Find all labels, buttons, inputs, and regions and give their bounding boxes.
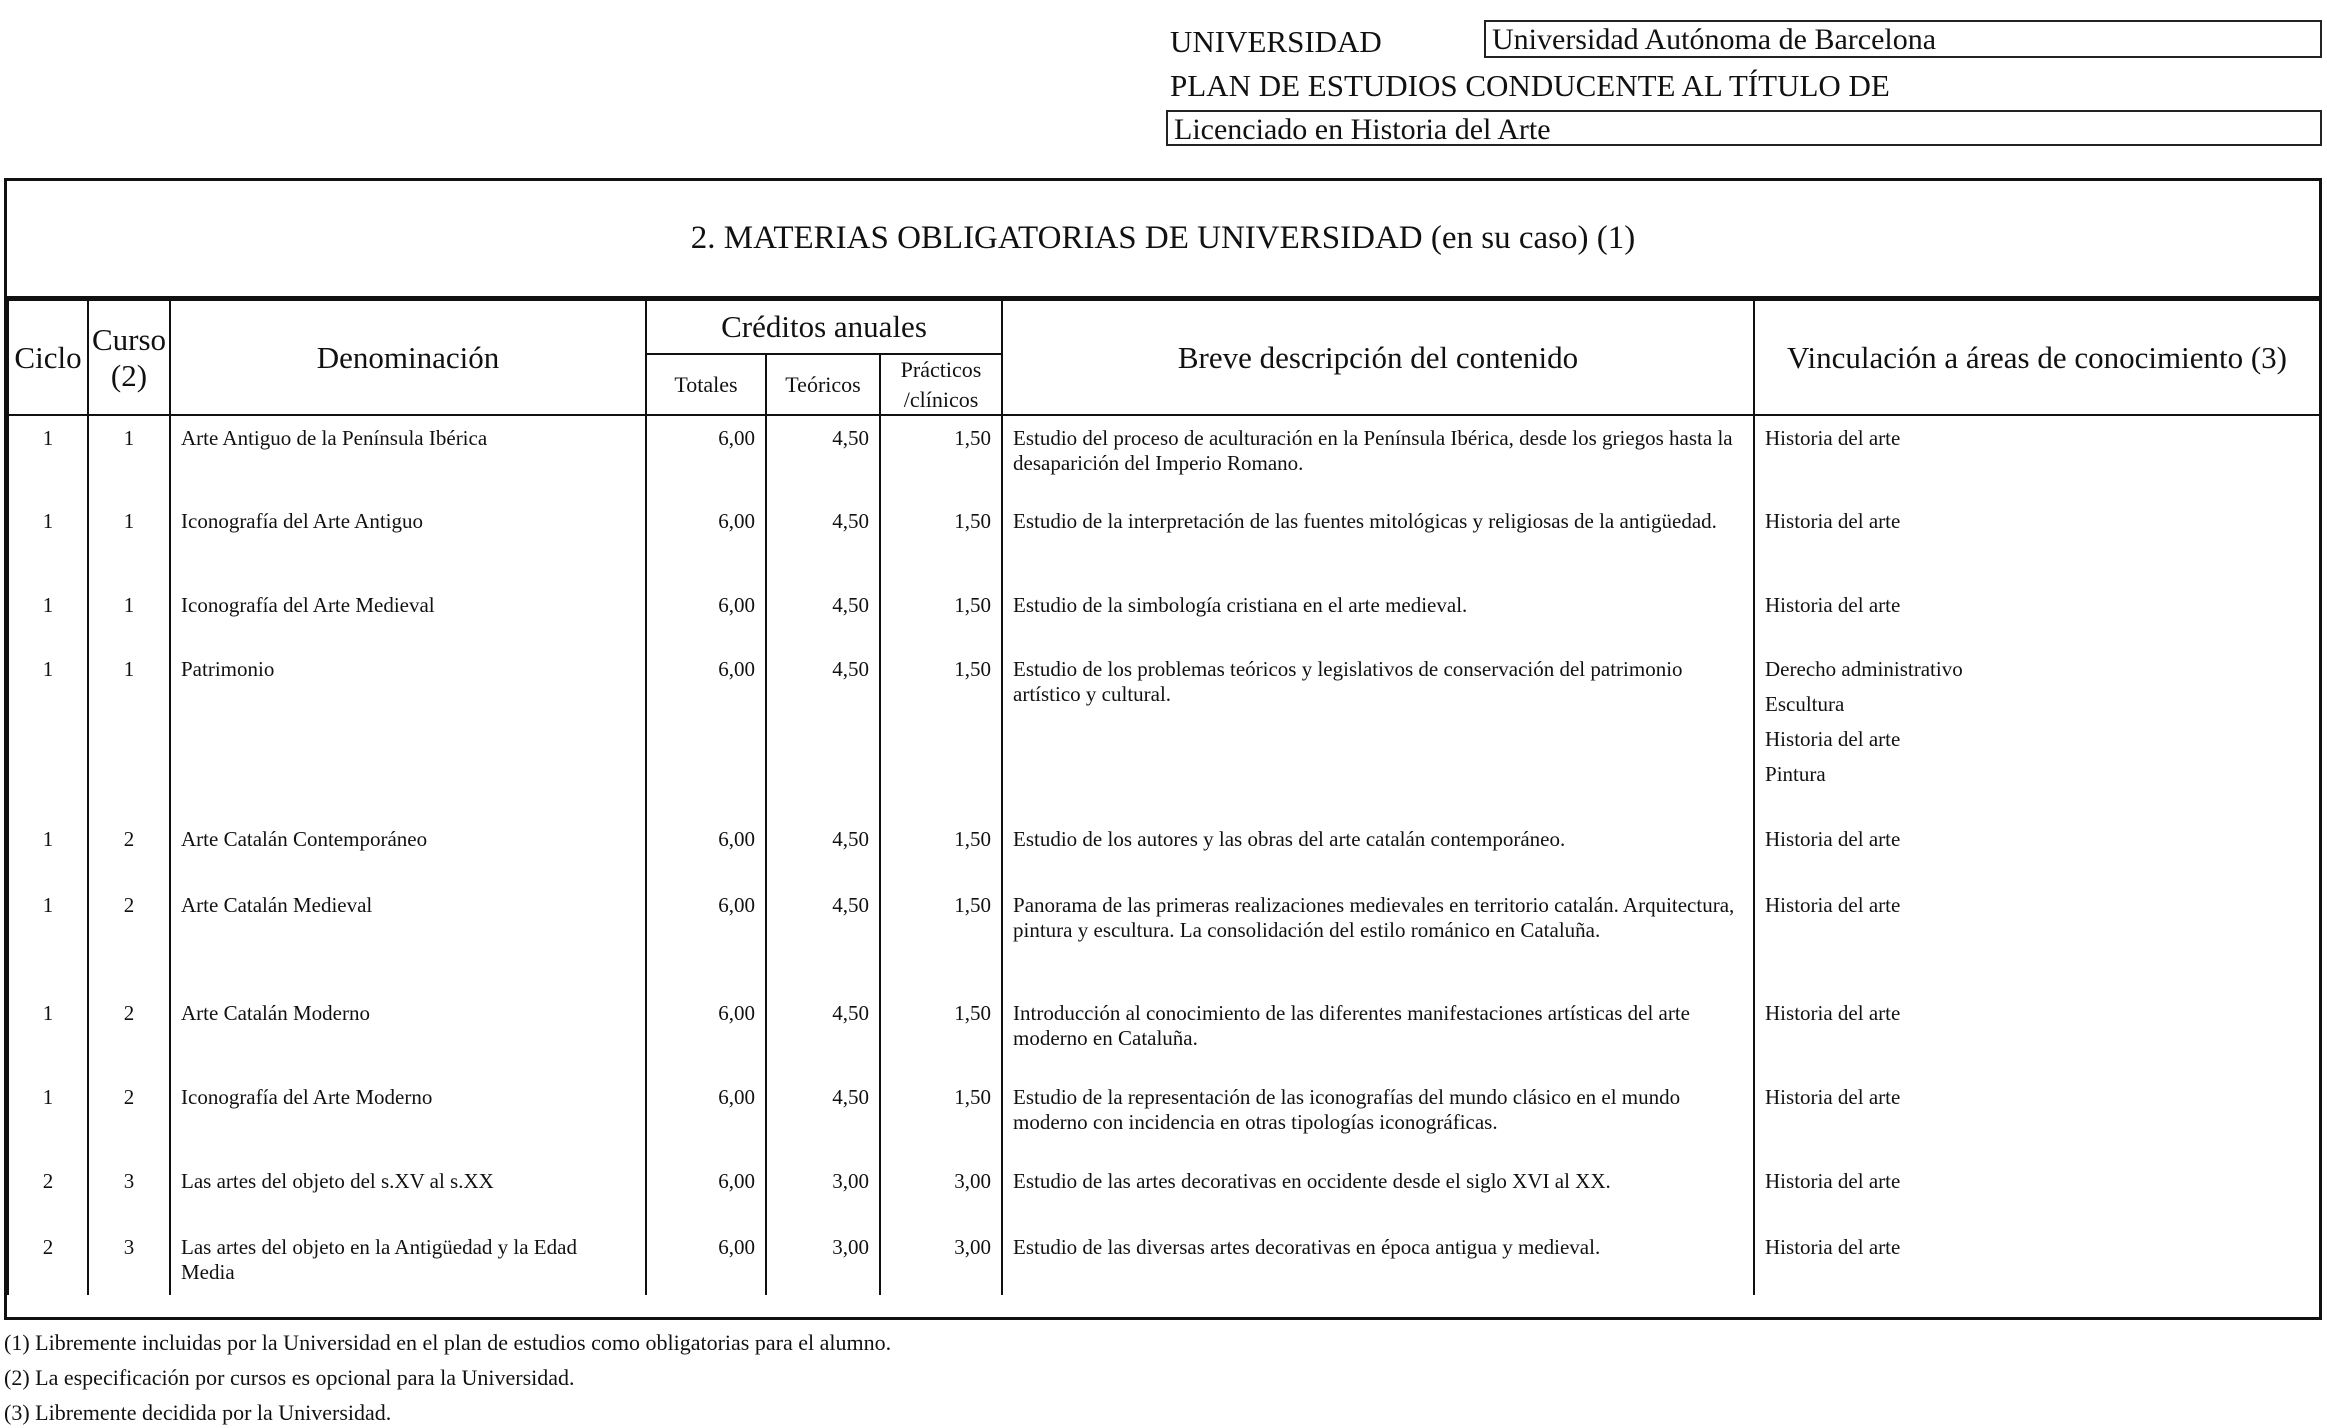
cell-vinculacion	[1754, 1159, 2320, 1225]
cell-curso: 1	[88, 415, 170, 499]
col-practicos-label: Prácticos	[900, 357, 982, 382]
table-row	[8, 1225, 2320, 1295]
area-item: Pintura	[1765, 762, 1826, 787]
cell-ciclo: 1	[8, 499, 88, 583]
cell-ciclo: 1	[8, 817, 88, 883]
cell-vinculacion	[1754, 883, 2320, 991]
cell-curso: 3	[88, 1225, 170, 1295]
area-item: Escultura	[1765, 692, 1845, 717]
col-descripcion-header: Breve descripción del contenido	[1002, 300, 1754, 415]
cell-curso: 2	[88, 991, 170, 1075]
area-item: Historia del arte	[1765, 1169, 1901, 1194]
col-vinculacion-header: Vinculación a áreas de conocimiento (3)	[1754, 300, 2320, 415]
cell-curso: 2	[88, 1075, 170, 1159]
cell-ciclo: 2	[8, 1159, 88, 1225]
subjects-table-frame	[4, 178, 2322, 1320]
cell-totales: 6,00	[646, 1159, 766, 1225]
col-curso-note: (2)	[110, 357, 148, 393]
cell-totales: 6,00	[646, 991, 766, 1075]
cell-teoricos: 4,50	[766, 991, 880, 1075]
cell-teoricos: 4,50	[766, 1075, 880, 1159]
cell-descripcion: Introducción al conocimiento de las diferentes manifestaciones artísticas del arte moderno en Cataluña.	[1002, 991, 1754, 1075]
cell-descripcion: Estudio de la simbología cristiana en el arte medieval.	[1002, 583, 1754, 647]
cell-practicos: 1,50	[880, 415, 1002, 499]
cell-practicos: 3,00	[880, 1159, 1002, 1225]
cell-practicos: 3,00	[880, 1225, 1002, 1295]
col-practicos-header	[880, 354, 1002, 415]
cell-vinculacion	[1754, 415, 2320, 499]
cell-ciclo: 1	[8, 583, 88, 647]
cell-denominacion: Arte Catalán Moderno	[170, 991, 646, 1075]
universidad-value-box: Universidad Autónoma de Barcelona	[1484, 20, 2322, 58]
cell-practicos: 1,50	[880, 991, 1002, 1075]
footnote-3: (3) Libremente decidida por la Universidad.	[4, 1400, 392, 1425]
cell-teoricos: 4,50	[766, 647, 880, 817]
cell-teoricos: 3,00	[766, 1159, 880, 1225]
cell-curso: 2	[88, 817, 170, 883]
cell-practicos: 1,50	[880, 817, 1002, 883]
cell-curso: 2	[88, 883, 170, 991]
cell-totales: 6,00	[646, 647, 766, 817]
cell-practicos: 1,50	[880, 499, 1002, 583]
cell-ciclo: 1	[8, 647, 88, 817]
col-totales-header: Totales	[646, 354, 766, 415]
col-practicos-label-2: /clínicos	[903, 386, 979, 412]
cell-ciclo: 1	[8, 991, 88, 1075]
cell-totales: 6,00	[646, 1225, 766, 1295]
cell-teoricos: 4,50	[766, 583, 880, 647]
cell-teoricos: 4,50	[766, 817, 880, 883]
area-item: Historia del arte	[1765, 509, 1901, 534]
table-row	[8, 583, 2320, 647]
cell-vinculacion	[1754, 583, 2320, 647]
table-row	[8, 817, 2320, 883]
section-title: 2. MATERIAS OBLIGATORIAS DE UNIVERSIDAD (en su caso) (1)	[7, 181, 2319, 299]
cell-vinculacion	[1754, 1075, 2320, 1159]
cell-descripcion: Estudio del proceso de aculturación en la Península Ibérica, desde los griegos hasta la desaparición del Imperio Romano.	[1002, 415, 1754, 499]
subjects-table	[7, 299, 2321, 1295]
cell-denominacion: Patrimonio	[170, 647, 646, 817]
cell-curso: 3	[88, 1159, 170, 1225]
col-denominacion-header: Denominación	[170, 300, 646, 415]
table-row	[8, 499, 2320, 583]
cell-ciclo: 1	[8, 1075, 88, 1159]
table-row	[8, 1075, 2320, 1159]
cell-totales: 6,00	[646, 1075, 766, 1159]
cell-ciclo: 1	[8, 883, 88, 991]
cell-vinculacion	[1754, 499, 2320, 583]
table-row	[8, 991, 2320, 1075]
col-curso-header	[88, 300, 170, 415]
area-item: Historia del arte	[1765, 593, 1901, 618]
area-item: Historia del arte	[1765, 426, 1901, 451]
cell-descripcion: Estudio de las diversas artes decorativas en época antigua y medieval.	[1002, 1225, 1754, 1295]
cell-denominacion: Arte Catalán Contemporáneo	[170, 817, 646, 883]
footnote-2: (2) La especificación por cursos es opcional para la Universidad.	[4, 1365, 575, 1390]
cell-vinculacion	[1754, 817, 2320, 883]
footnote-1: (1) Libremente incluidas por la Universidad en el plan de estudios como obligatorias para el alumno.	[4, 1330, 892, 1355]
table-row	[8, 415, 2320, 499]
cell-denominacion: Iconografía del Arte Moderno	[170, 1075, 646, 1159]
area-item: Historia del arte	[1765, 727, 1901, 752]
titulo-value-box: Licenciado en Historia del Arte	[1166, 110, 2322, 146]
table-row	[8, 647, 2320, 817]
cell-ciclo: 1	[8, 415, 88, 499]
cell-descripcion: Estudio de los autores y las obras del arte catalán contemporáneo.	[1002, 817, 1754, 883]
area-item: Historia del arte	[1765, 893, 1901, 918]
cell-totales: 6,00	[646, 817, 766, 883]
cell-vinculacion	[1754, 647, 2320, 817]
cell-curso: 1	[88, 499, 170, 583]
cell-vinculacion	[1754, 1225, 2320, 1295]
cell-denominacion: Las artes del objeto en la Antigüedad y la Edad Media	[170, 1225, 646, 1295]
cell-totales: 6,00	[646, 499, 766, 583]
cell-practicos: 1,50	[880, 883, 1002, 991]
cell-practicos: 1,50	[880, 647, 1002, 817]
cell-teoricos: 4,50	[766, 499, 880, 583]
cell-denominacion: Arte Antiguo de la Península Ibérica	[170, 415, 646, 499]
plan-label: PLAN DE ESTUDIOS CONDUCENTE AL TÍTULO DE	[1170, 68, 1890, 103]
cell-practicos: 1,50	[880, 1075, 1002, 1159]
area-item: Historia del arte	[1765, 1085, 1901, 1110]
cell-totales: 6,00	[646, 415, 766, 499]
universidad-label: UNIVERSIDAD	[1170, 24, 1382, 59]
cell-totales: 6,00	[646, 583, 766, 647]
cell-denominacion: Iconografía del Arte Antiguo	[170, 499, 646, 583]
cell-denominacion: Arte Catalán Medieval	[170, 883, 646, 991]
cell-descripcion: Estudio de la representación de las iconografías del mundo clásico en el mundo moderno con incidencia en otras tipologías iconográficas.	[1002, 1075, 1754, 1159]
area-item: Historia del arte	[1765, 827, 1901, 852]
cell-curso: 1	[88, 583, 170, 647]
col-teoricos-header: Teóricos	[766, 354, 880, 415]
table-row	[8, 1159, 2320, 1225]
cell-vinculacion	[1754, 991, 2320, 1075]
col-creditos-header: Créditos anuales	[646, 300, 1002, 354]
cell-teoricos: 4,50	[766, 883, 880, 991]
cell-ciclo: 2	[8, 1225, 88, 1295]
col-ciclo-header: Ciclo	[8, 300, 88, 415]
cell-denominacion: Iconografía del Arte Medieval	[170, 583, 646, 647]
cell-teoricos: 3,00	[766, 1225, 880, 1295]
area-item: Historia del arte	[1765, 1001, 1901, 1026]
cell-teoricos: 4,50	[766, 415, 880, 499]
cell-descripcion: Panorama de las primeras realizaciones medievales en territorio catalán. Arquitectura, pintura y escultura. La consolidación del estilo románico en Cataluña.	[1002, 883, 1754, 991]
area-item: Historia del arte	[1765, 1235, 1901, 1260]
table-row	[8, 883, 2320, 991]
cell-descripcion: Estudio de las artes decorativas en occidente desde el siglo XVI al XX.	[1002, 1159, 1754, 1225]
cell-descripcion: Estudio de los problemas teóricos y legislativos de conservación del patrimonio artístico y cultural.	[1002, 647, 1754, 817]
cell-practicos: 1,50	[880, 583, 1002, 647]
area-item: Derecho administrativo	[1765, 657, 1963, 682]
cell-curso: 1	[88, 647, 170, 817]
cell-descripcion: Estudio de la interpretación de las fuentes mitológicas y religiosas de la antigüedad.	[1002, 499, 1754, 583]
cell-totales: 6,00	[646, 883, 766, 991]
col-curso-label: Curso	[91, 321, 167, 357]
cell-denominacion: Las artes del objeto del s.XV al s.XX	[170, 1159, 646, 1225]
